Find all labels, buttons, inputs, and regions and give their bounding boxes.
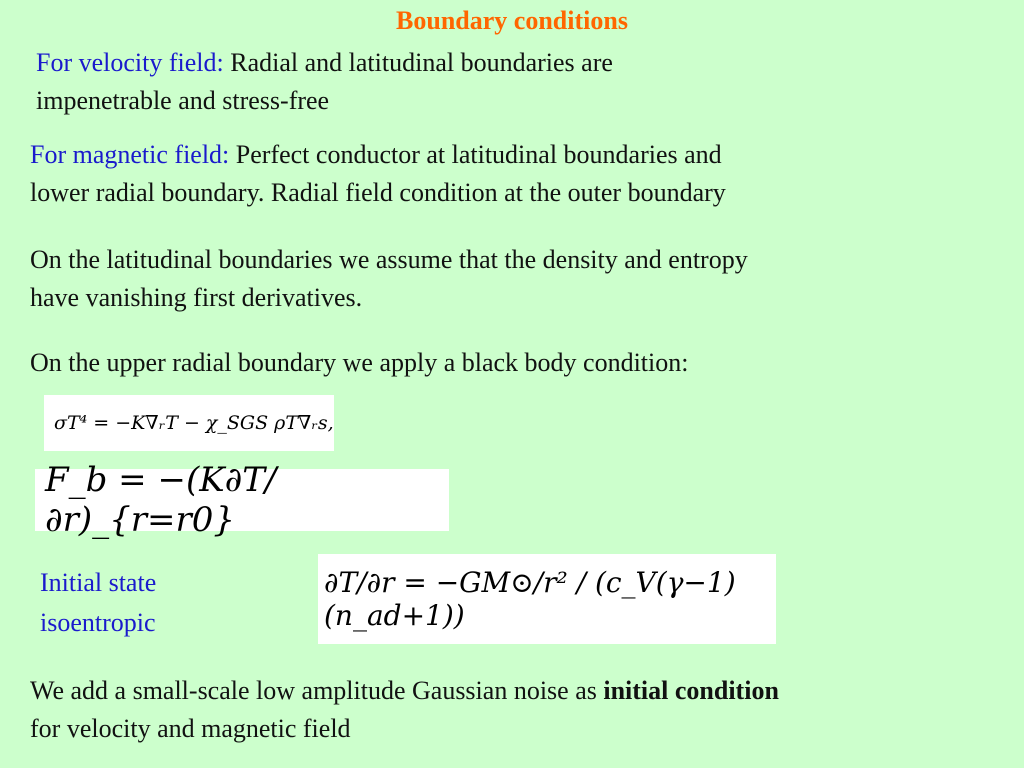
velocity-text-2: impenetrable and stress-free bbox=[36, 86, 330, 115]
upper-line-1: On the upper radial boundary we apply a black body condition: bbox=[30, 348, 689, 377]
upper-boundary-paragraph bbox=[30, 344, 688, 382]
latitudinal-line-1: On the latitudinal boundaries we assume that the density and entropy bbox=[30, 245, 748, 274]
latitudinal-line-2: have vanishing first derivatives. bbox=[30, 283, 363, 312]
magnetic-text-2: lower radial boundary. Radial field condition at the outer boundary bbox=[30, 178, 726, 207]
initial-state-line-1: Initial state bbox=[40, 568, 157, 597]
latitudinal-paragraph bbox=[30, 241, 748, 317]
magnetic-text-1: Perfect conductor at latitudinal boundaries and bbox=[235, 140, 722, 169]
velocity-text-1: Radial and latitudinal boundaries are bbox=[230, 48, 613, 77]
noise-text-bold: initial condition bbox=[603, 676, 779, 705]
equation-initial-gradient bbox=[318, 554, 776, 644]
equation-initial-gradient-text: ∂T/∂r = −GM⊙/r² / (c_V(γ−1)(n_ad+1)) bbox=[324, 566, 736, 632]
velocity-label: For velocity field: bbox=[36, 48, 224, 77]
noise-line-1 bbox=[30, 672, 779, 710]
magnetic-line-1 bbox=[30, 136, 726, 174]
initial-state-label bbox=[40, 563, 156, 643]
equation-black-body-text: σT⁴ = −K∇ᵣT − χ_SGS ρT∇ᵣs, bbox=[54, 412, 334, 434]
noise-paragraph bbox=[30, 672, 779, 748]
slide-title: Boundary conditions bbox=[396, 6, 628, 35]
velocity-line-1 bbox=[36, 44, 613, 82]
initial-state-line-2: isoentropic bbox=[40, 608, 156, 637]
equation-bottom-flux-text: F_b = −(K∂T/∂r)_{r=r0} bbox=[45, 460, 277, 540]
noise-line-2: for velocity and magnetic field bbox=[30, 714, 351, 743]
noise-text-pre: We add a small-scale low amplitude Gaussian noise as bbox=[30, 676, 597, 705]
magnetic-paragraph bbox=[30, 136, 726, 212]
equation-black-body bbox=[44, 395, 334, 451]
velocity-paragraph bbox=[36, 44, 613, 120]
magnetic-label: For magnetic field: bbox=[30, 140, 230, 169]
equation-bottom-flux bbox=[35, 460, 449, 540]
